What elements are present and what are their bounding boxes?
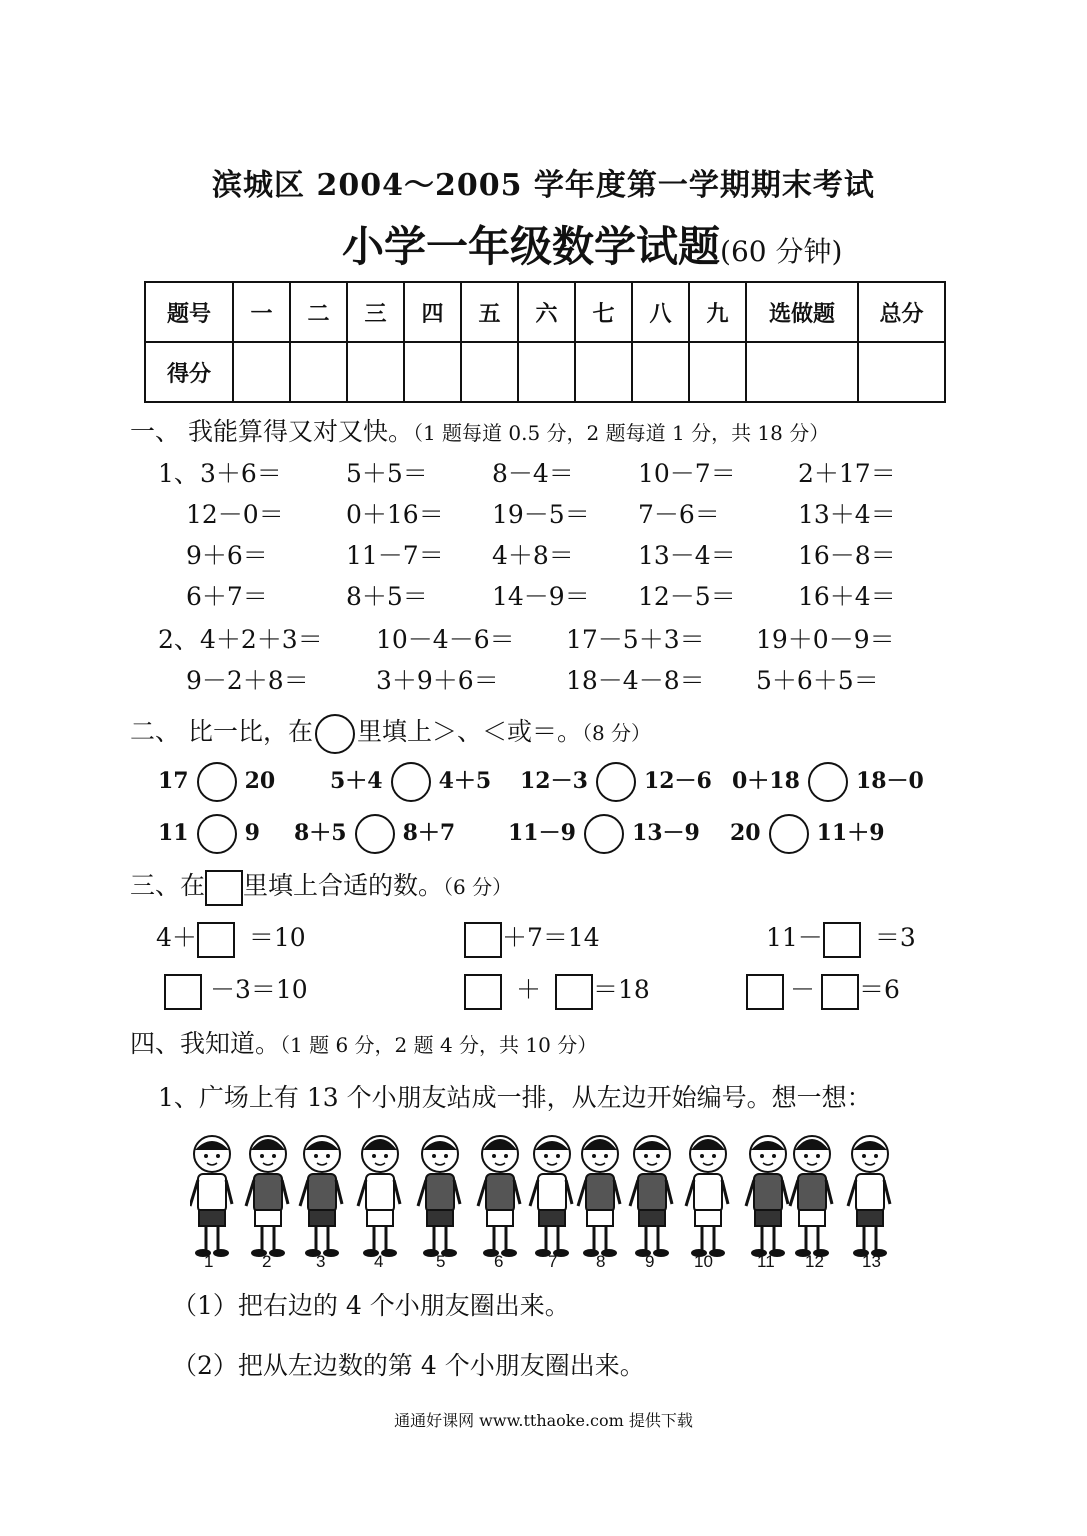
fill-text: 11－ bbox=[766, 923, 823, 952]
compare-right: 13－9 bbox=[631, 820, 700, 846]
equation: 5＋6＋5＝ bbox=[756, 666, 879, 695]
score-header-cell: 总分 bbox=[858, 282, 945, 342]
section1-heading bbox=[130, 412, 829, 448]
equation: 5＋5＝ bbox=[346, 459, 428, 488]
score-header-row bbox=[145, 282, 945, 342]
compare-item bbox=[294, 814, 455, 854]
score-cell[interactable] bbox=[689, 342, 746, 402]
box-icon bbox=[205, 870, 243, 906]
child-figure bbox=[578, 1136, 620, 1257]
equation: 12－5＝ bbox=[638, 582, 736, 611]
section1-note: （1 题每道 0.5 分，2 题每道 1 分，共 18 分） bbox=[412, 421, 830, 445]
footer: 通通好课网 www.tthaoke.com 提供下载 bbox=[394, 1411, 693, 1430]
child-figure bbox=[358, 1136, 400, 1257]
score-row-label: 得分 bbox=[145, 342, 233, 402]
section3-heading bbox=[130, 866, 512, 906]
equation: 19＋0－9＝ bbox=[756, 625, 895, 654]
section3-title-a: 三、在 bbox=[130, 871, 206, 900]
fill-text: ＝6 bbox=[859, 975, 900, 1004]
score-header-cell: 五 bbox=[461, 282, 518, 342]
score-value-row bbox=[145, 342, 945, 402]
duration: (60 分钟) bbox=[720, 235, 843, 268]
equation: 13＋4＝ bbox=[798, 500, 896, 529]
equation: 9＋6＝ bbox=[186, 541, 268, 570]
compare-right: 11＋9 bbox=[816, 820, 885, 846]
child-number: 9 bbox=[645, 1252, 655, 1271]
section4-q1: 1、广场上有 13 个小朋友站成一排，从左边开始编号。想一想： bbox=[158, 1083, 872, 1112]
answer-box[interactable] bbox=[746, 974, 784, 1010]
equation: 16＋4＝ bbox=[798, 582, 896, 611]
compare-left: 0＋18 bbox=[732, 768, 800, 794]
section4-heading bbox=[130, 1024, 597, 1060]
fill-text: ＝10 bbox=[248, 923, 306, 952]
child-figure bbox=[790, 1136, 832, 1257]
fill-item-6 bbox=[746, 970, 900, 1010]
section2-heading bbox=[130, 712, 651, 754]
compare-left: 12－3 bbox=[520, 768, 588, 794]
section4-note: （1 题 6 分，2 题 4 分，共 10 分） bbox=[280, 1033, 598, 1057]
compare-right: 4＋5 bbox=[438, 768, 492, 794]
equation: 3＋9＋6＝ bbox=[376, 666, 499, 695]
score-header-cell: 八 bbox=[632, 282, 689, 342]
score-header-cell: 题号 bbox=[145, 282, 233, 342]
compare-item bbox=[732, 762, 924, 802]
equation: 12－0＝ bbox=[186, 500, 284, 529]
exam-subtitle bbox=[342, 214, 842, 274]
q2-label: 2、 bbox=[158, 625, 199, 654]
child-figure bbox=[686, 1136, 728, 1257]
section3-note: （6 分） bbox=[443, 875, 513, 899]
child-number: 6 bbox=[494, 1252, 504, 1271]
q1-label: 1、 bbox=[158, 459, 199, 488]
score-header-cell: 四 bbox=[404, 282, 461, 342]
fill-text: 4＋ bbox=[156, 923, 197, 952]
child-number: 4 bbox=[374, 1252, 384, 1271]
compare-right: 9 bbox=[244, 820, 260, 846]
child-number: 12 bbox=[805, 1252, 824, 1271]
compare-right: 12－6 bbox=[643, 768, 712, 794]
score-header-cell: 三 bbox=[347, 282, 404, 342]
child-number: 1 bbox=[204, 1252, 214, 1271]
fill-text: － bbox=[790, 975, 816, 1004]
compare-item bbox=[730, 814, 885, 854]
equation: 19－5＝ bbox=[492, 500, 590, 529]
answer-circle[interactable] bbox=[197, 762, 237, 802]
equation: 11－7＝ bbox=[346, 541, 444, 570]
equation: 16－8＝ bbox=[798, 541, 896, 570]
equation: 4＋2＋3＝ bbox=[200, 625, 323, 654]
fill-text: ＋7＝14 bbox=[502, 923, 600, 952]
equation: 8－4＝ bbox=[492, 459, 574, 488]
score-cell[interactable] bbox=[518, 342, 575, 402]
equation: 17－5＋3＝ bbox=[566, 625, 705, 654]
section2-title-a: 二、 比一比，在 bbox=[130, 717, 313, 746]
equation: 13－4＝ bbox=[638, 541, 736, 570]
equation: 6＋7＝ bbox=[186, 582, 268, 611]
fill-item-5 bbox=[464, 970, 650, 1010]
equation: 10－4－6＝ bbox=[376, 625, 515, 654]
compare-right: 18－0 bbox=[855, 768, 924, 794]
equation: 0＋16＝ bbox=[346, 500, 444, 529]
compare-right: 8＋7 bbox=[402, 820, 456, 846]
fill-text: ＝18 bbox=[593, 975, 650, 1004]
child-figure bbox=[300, 1136, 342, 1257]
score-cell[interactable] bbox=[290, 342, 347, 402]
answer-box[interactable] bbox=[823, 922, 861, 958]
equation: 4＋8＝ bbox=[492, 541, 574, 570]
subtitle-text: 小学一年级数学试题 bbox=[342, 222, 721, 271]
compare-item bbox=[520, 762, 712, 802]
score-cell[interactable] bbox=[632, 342, 689, 402]
answer-box[interactable] bbox=[464, 974, 502, 1010]
child-number: 7 bbox=[548, 1252, 558, 1271]
equation: 3＋6＝ bbox=[200, 459, 282, 488]
answer-circle[interactable] bbox=[391, 762, 431, 802]
compare-left: 11－9 bbox=[508, 820, 576, 846]
equation: 8＋5＝ bbox=[346, 582, 428, 611]
score-header-cell: 一 bbox=[233, 282, 290, 342]
child-figure bbox=[630, 1136, 672, 1257]
section2-title-b: 里填上＞、＜或＝。 bbox=[356, 717, 582, 746]
score-cell[interactable] bbox=[858, 342, 945, 402]
equation: 7－6＝ bbox=[638, 500, 720, 529]
fill-text: －3＝10 bbox=[210, 975, 308, 1004]
compare-left: 8＋5 bbox=[294, 820, 347, 846]
child-number: 2 bbox=[262, 1252, 272, 1271]
section3-title-b: 里填上合适的数。 bbox=[243, 871, 444, 900]
score-cell[interactable] bbox=[404, 342, 461, 402]
child-number: 10 bbox=[694, 1252, 713, 1271]
compare-left: 20 bbox=[730, 820, 761, 846]
section1-title: 一、 我能算得又对又快。 bbox=[130, 417, 413, 446]
equation: 10－7＝ bbox=[638, 459, 736, 488]
answer-box[interactable] bbox=[197, 922, 235, 958]
score-cell[interactable] bbox=[746, 342, 858, 402]
child-number: 3 bbox=[316, 1252, 326, 1271]
fill-text: ＋ bbox=[516, 975, 542, 1004]
answer-box[interactable] bbox=[464, 922, 502, 958]
circle-icon bbox=[315, 714, 355, 754]
section4-title: 四、我知道。 bbox=[130, 1029, 281, 1058]
compare-left: 5＋4 bbox=[330, 768, 383, 794]
fill-item-2 bbox=[464, 918, 600, 958]
score-header-cell: 七 bbox=[575, 282, 632, 342]
child-figure bbox=[746, 1136, 788, 1257]
child-figure bbox=[530, 1136, 572, 1257]
child-number: 13 bbox=[862, 1252, 881, 1271]
score-header-cell: 选做题 bbox=[746, 282, 858, 342]
answer-circle[interactable] bbox=[808, 762, 848, 802]
answer-circle[interactable] bbox=[584, 814, 624, 854]
score-cell[interactable] bbox=[233, 342, 290, 402]
section4-sub2: （2）把从左边数的第 4 个小朋友圈出来。 bbox=[172, 1351, 645, 1380]
fill-text: ＝3 bbox=[874, 923, 916, 952]
answer-circle[interactable] bbox=[197, 814, 237, 854]
score-header-cell: 二 bbox=[290, 282, 347, 342]
score-cell[interactable] bbox=[461, 342, 518, 402]
compare-right: 20 bbox=[244, 768, 276, 794]
child-number: 5 bbox=[436, 1252, 446, 1271]
answer-box[interactable] bbox=[164, 974, 202, 1010]
score-header-cell: 九 bbox=[689, 282, 746, 342]
compare-item bbox=[158, 814, 260, 854]
equation: 2＋17＝ bbox=[798, 459, 896, 488]
score-table bbox=[144, 281, 946, 403]
answer-circle[interactable] bbox=[596, 762, 636, 802]
answer-circle[interactable] bbox=[355, 814, 395, 854]
section4-sub1: （1）把右边的 4 个小朋友圈出来。 bbox=[172, 1291, 570, 1320]
child-number: 8 bbox=[596, 1252, 606, 1271]
child-figure bbox=[418, 1136, 460, 1257]
child-figure bbox=[246, 1136, 288, 1257]
compare-item bbox=[158, 762, 275, 802]
child-figure bbox=[478, 1136, 520, 1257]
equation: 14－9＝ bbox=[492, 582, 590, 611]
compare-item bbox=[330, 762, 491, 802]
fill-item-4 bbox=[164, 970, 308, 1010]
compare-left: 17 bbox=[158, 768, 189, 794]
child-figure bbox=[190, 1136, 232, 1257]
equation: 18－4－8＝ bbox=[566, 666, 705, 695]
fill-item-1 bbox=[156, 918, 306, 958]
fill-item-3 bbox=[766, 918, 916, 958]
score-cell[interactable] bbox=[575, 342, 632, 402]
compare-left: 11 bbox=[158, 820, 189, 846]
exam-title: 滨城区 2004～2005 学年度第一学期期末考试 bbox=[212, 168, 875, 203]
child-figure bbox=[848, 1136, 890, 1257]
answer-box[interactable] bbox=[821, 974, 859, 1010]
equation: 9－2＋8＝ bbox=[186, 666, 309, 695]
child-number: 11 bbox=[757, 1252, 775, 1271]
compare-item bbox=[508, 814, 700, 854]
section2-note: （8 分） bbox=[581, 721, 652, 745]
score-header-cell: 六 bbox=[518, 282, 575, 342]
answer-box[interactable] bbox=[555, 974, 593, 1010]
answer-circle[interactable] bbox=[769, 814, 809, 854]
score-cell[interactable] bbox=[347, 342, 404, 402]
